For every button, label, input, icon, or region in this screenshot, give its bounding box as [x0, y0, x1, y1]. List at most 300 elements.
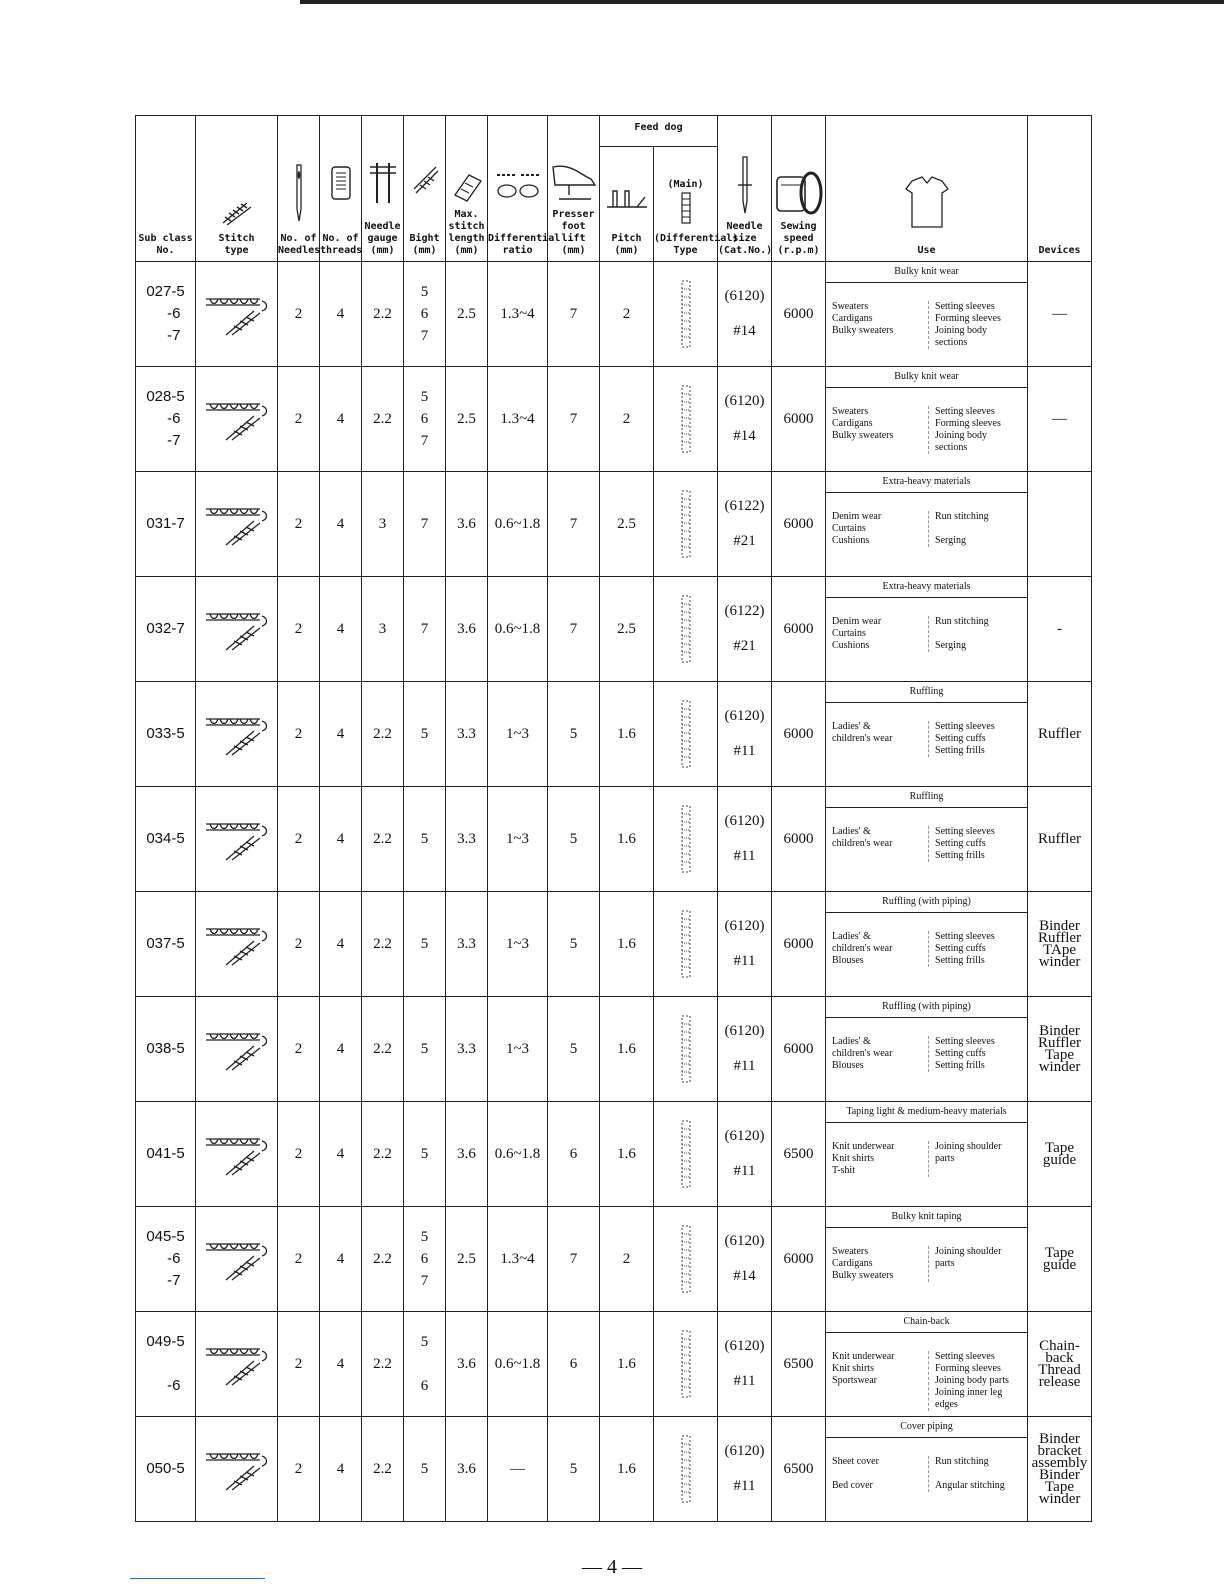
gauge-cell: 2.2: [362, 682, 404, 787]
sewing-speed-cell: 6000: [772, 367, 826, 472]
threads-cell: 4: [320, 787, 362, 892]
feed-type-cell: [654, 1207, 718, 1312]
use-title: Bulky knit wear: [826, 262, 1027, 283]
use-garments: Ladies' & children's wear Blouses: [832, 931, 893, 966]
needle-cat-no: (6120): [724, 393, 765, 409]
bight-icon: [404, 159, 445, 199]
needle-size-cell: [718, 1102, 772, 1207]
stitch-diagram-icon: [196, 291, 277, 337]
bight-cell: 5: [404, 1102, 446, 1207]
sub-class-cell: 037-5: [136, 892, 196, 997]
gauge-cell: 3: [362, 577, 404, 682]
shirt-icon: [826, 175, 1027, 231]
stitch-diagram-icon: [196, 816, 277, 862]
max-stitch-cell: 3.6: [446, 472, 488, 577]
header-presser-foot-label: Presser foot lift (mm): [552, 209, 595, 256]
differential-cell: 1~3: [488, 892, 548, 997]
gauge-cell: 2.2: [362, 1207, 404, 1312]
use-operations: Setting sleeves Setting cuffs Setting frills: [928, 721, 995, 757]
needle-size-value: #14: [733, 428, 756, 444]
gauge-cell: 2.2: [362, 1312, 404, 1417]
use-operations: Setting sleeves Forming sleeves Joining body sections: [928, 301, 1001, 349]
presser-lift-cell: 7: [548, 262, 600, 367]
use-body: [826, 493, 1027, 551]
needle-size-value: #11: [733, 1478, 756, 1494]
differential-cell: 0.6~1.8: [488, 472, 548, 577]
use-garments: Denim wear Curtains Cushions: [832, 616, 882, 651]
stitch-type-cell: [196, 1312, 278, 1417]
gauge-cell: 2.2: [362, 367, 404, 472]
needle-size-value: #11: [733, 1373, 756, 1389]
needles-cell: 2: [278, 997, 320, 1102]
sewing-speed-cell: 6000: [772, 262, 826, 367]
needle-icon: [278, 163, 319, 223]
pitch-cell: 1.6: [600, 1312, 654, 1417]
use-body: [826, 598, 1027, 656]
feed-type-cell: [654, 787, 718, 892]
presser-foot-icon: [548, 161, 599, 205]
differential-cell: 1~3: [488, 682, 548, 787]
feed-dog-icon: [654, 489, 717, 559]
needle-size-icon: [718, 155, 771, 215]
use-garments: Ladies' & children's wear: [832, 826, 893, 849]
motor-pulley-icon: [772, 167, 825, 217]
needle-size-cell: [718, 892, 772, 997]
header-needle-size-label: Needle size (Cat.No.): [718, 221, 773, 256]
use-operations: Setting sleeves Setting cuffs Setting frills: [928, 931, 995, 967]
sewing-speed-cell: 6000: [772, 682, 826, 787]
max-stitch-cell: 2.5: [446, 367, 488, 472]
max-stitch-cell: 3.3: [446, 682, 488, 787]
stitch-diagram-icon: [196, 501, 277, 547]
use-cell: [826, 472, 1028, 577]
sewing-speed-cell: 6500: [772, 1417, 826, 1522]
differential-icon: [488, 169, 547, 199]
gauge-cell: 2.2: [362, 892, 404, 997]
threads-cell: 4: [320, 1102, 362, 1207]
use-operations: Run stitching Angular stitching: [928, 1456, 1005, 1492]
presser-lift-cell: 7: [548, 1207, 600, 1312]
thread-cone-icon: [320, 163, 361, 203]
max-stitch-cell: 2.5: [446, 1207, 488, 1312]
use-operations: Joining shoulder parts: [928, 1141, 1001, 1177]
devices-cell: [1028, 472, 1092, 577]
use-cell: [826, 787, 1028, 892]
max-stitch-cell: 3.6: [446, 1102, 488, 1207]
header-bight-label: Bight (mm): [409, 233, 440, 256]
table-row: [136, 262, 1092, 367]
presser-lift-cell: 6: [548, 1312, 600, 1417]
gauge-cell: 2.2: [362, 262, 404, 367]
devices-cell: —: [1028, 262, 1092, 367]
table-row: [136, 997, 1092, 1102]
differential-cell: —: [488, 1417, 548, 1522]
stitch-diagram-icon: [196, 606, 277, 652]
threads-cell: 4: [320, 472, 362, 577]
needle-cat-no: (6120): [724, 1338, 765, 1354]
gauge-cell: 2.2: [362, 787, 404, 892]
differential-cell: 0.6~1.8: [488, 1102, 548, 1207]
use-title: Taping light & medium-heavy materials: [826, 1102, 1027, 1123]
stitch-diagram-icon: [196, 711, 277, 757]
devices-cell: Binder Ruffler Tape winder: [1028, 997, 1092, 1102]
stitch-type-cell: [196, 1207, 278, 1312]
needles-cell: 2: [278, 1207, 320, 1312]
threads-cell: 4: [320, 1207, 362, 1312]
bight-cell: 7: [404, 472, 446, 577]
pitch-cell: 1.6: [600, 787, 654, 892]
needle-size-value: #11: [733, 953, 756, 969]
bight-cell: 5: [404, 1417, 446, 1522]
header-type: [654, 147, 739, 262]
stitch-type-cell: [196, 997, 278, 1102]
table-row: [136, 1417, 1092, 1522]
max-stitch-cell: 3.3: [446, 787, 488, 892]
sub-class-cell: 050-5: [136, 1417, 196, 1522]
needle-size-cell: [718, 997, 772, 1102]
sub-class-cell: 028-5 -6 -7: [136, 367, 196, 472]
header-needle-gauge-label: Needle gauge (mm): [364, 221, 401, 256]
feed-type-cell: [654, 1102, 718, 1207]
needles-cell: 2: [278, 1312, 320, 1417]
header-threads: [320, 116, 362, 262]
feed-type-cell: [654, 892, 718, 997]
sub-class-cell: 045-5 -6 -7: [136, 1207, 196, 1312]
use-garments: Ladies' & children's wear Blouses: [832, 1036, 893, 1071]
bight-cell: 5: [404, 682, 446, 787]
header-use-label: Use: [917, 245, 936, 256]
sub-class-cell: 034-5: [136, 787, 196, 892]
max-stitch-cell: 3.3: [446, 892, 488, 997]
use-title: Cover piping: [826, 1417, 1027, 1438]
devices-cell: Tape guide: [1028, 1207, 1092, 1312]
needle-size-value: #11: [733, 743, 756, 759]
use-operations: Setting sleeves Setting cuffs Setting frills: [928, 1036, 995, 1072]
header-row: [136, 116, 1092, 147]
presser-lift-cell: 5: [548, 997, 600, 1102]
bight-cell: 5: [404, 892, 446, 997]
pitch-cell: 2: [600, 262, 654, 367]
sewing-speed-cell: 6000: [772, 1207, 826, 1312]
table-row: [136, 787, 1092, 892]
table-row: [136, 1207, 1092, 1312]
devices-cell: Ruffler: [1028, 787, 1092, 892]
header-sub-class: Sub class No.: [136, 116, 196, 262]
differential-cell: 0.6~1.8: [488, 577, 548, 682]
gauge-cell: 2.2: [362, 1102, 404, 1207]
stitch-type-cell: [196, 1417, 278, 1522]
stitch-type-cell: [196, 787, 278, 892]
needle-cat-no: (6120): [724, 1233, 765, 1249]
sewing-speed-cell: 6000: [772, 577, 826, 682]
use-body: [826, 808, 1027, 866]
pitch-cell: 2.5: [600, 472, 654, 577]
header-threads-label: No. of threads: [320, 233, 363, 256]
presser-lift-cell: 5: [548, 682, 600, 787]
stitch-diagram-icon: [196, 1131, 277, 1177]
devices-cell: Tape guide: [1028, 1102, 1092, 1207]
sub-class-cell: 031-7: [136, 472, 196, 577]
feed-dog-icon: [654, 804, 717, 874]
needle-cat-no: (6120): [724, 1023, 765, 1039]
use-garments: Denim wear Curtains Cushions: [832, 511, 882, 546]
bight-cell: 5 6 7: [404, 262, 446, 367]
presser-lift-cell: 7: [548, 577, 600, 682]
sub-class-cell: 038-5: [136, 997, 196, 1102]
max-stitch-cell: 3.6: [446, 1312, 488, 1417]
sub-class-cell: 032-7: [136, 577, 196, 682]
differential-cell: 1~3: [488, 997, 548, 1102]
stitch-type-cell: [196, 892, 278, 997]
needles-cell: 2: [278, 472, 320, 577]
needles-cell: 2: [278, 682, 320, 787]
table-row: [136, 472, 1092, 577]
page-number: — 4 —: [582, 1556, 642, 1578]
needle-size-cell: [718, 1417, 772, 1522]
use-cell: [826, 1102, 1028, 1207]
feed-dog-icon: [654, 279, 717, 349]
needle-size-cell: [718, 472, 772, 577]
sewing-speed-cell: 6000: [772, 997, 826, 1102]
presser-lift-cell: 5: [548, 892, 600, 997]
use-title: Extra-heavy materials: [826, 472, 1027, 493]
use-body: [826, 388, 1027, 458]
needle-cat-no: (6120): [724, 1128, 765, 1144]
header-feed-dog: Feed dog: [600, 116, 718, 147]
max-stitch-cell: 3.6: [446, 1417, 488, 1522]
feed-dog-type-icon: [654, 191, 717, 225]
feed-dog-icon: [654, 1014, 717, 1084]
header-main-label: (Main): [667, 179, 704, 190]
stitch-type-cell: [196, 577, 278, 682]
threads-cell: 4: [320, 892, 362, 997]
stitch-type-icon: [196, 193, 277, 233]
header-sewing-speed-label: Sewing speed (r.p.m): [777, 221, 820, 256]
table-row: [136, 367, 1092, 472]
gauge-cell: 3: [362, 472, 404, 577]
use-cell: [826, 1417, 1028, 1522]
pitch-cell: 2: [600, 367, 654, 472]
sub-class-cell: 027-5 -6 -7: [136, 262, 196, 367]
use-body: [826, 703, 1027, 761]
bight-cell: 5: [404, 787, 446, 892]
needle-cat-no: (6120): [724, 288, 765, 304]
use-title: Chain-back: [826, 1312, 1027, 1333]
presser-lift-cell: 5: [548, 1417, 600, 1522]
header-bight: [404, 116, 446, 262]
pitch-cell: 2.5: [600, 577, 654, 682]
table-row: [136, 892, 1092, 997]
needle-size-value: #14: [733, 323, 756, 339]
feed-dog-icon: [654, 699, 717, 769]
use-cell: [826, 682, 1028, 787]
bight-cell: 5 6 7: [404, 367, 446, 472]
threads-cell: 4: [320, 577, 362, 682]
header-max-stitch: [446, 116, 488, 262]
use-operations: Joining shoulder parts: [928, 1246, 1001, 1282]
use-cell: [826, 997, 1028, 1102]
differential-cell: 1.3~4: [488, 367, 548, 472]
feed-dog-icon: [654, 384, 717, 454]
feed-type-cell: [654, 997, 718, 1102]
devices-cell: -: [1028, 577, 1092, 682]
use-garments: Sweaters Cardigans Bulky sweaters: [832, 1246, 894, 1281]
use-title: Ruffling: [826, 787, 1027, 808]
top-border-line: [300, 0, 1224, 4]
needles-cell: 2: [278, 892, 320, 997]
pitch-cell: 2: [600, 1207, 654, 1312]
feed-dog-icon: [654, 594, 717, 664]
table-row: [136, 577, 1092, 682]
differential-cell: 1~3: [488, 787, 548, 892]
pitch-cell: 1.6: [600, 1417, 654, 1522]
needle-size-cell: [718, 577, 772, 682]
needle-size-cell: [718, 262, 772, 367]
stitch-type-cell: [196, 262, 278, 367]
stitch-type-cell: [196, 472, 278, 577]
use-cell: [826, 262, 1028, 367]
bight-cell: 5: [404, 997, 446, 1102]
sub-class-cell: 049-5 -6: [136, 1312, 196, 1417]
bight-cell: 5 6: [404, 1312, 446, 1417]
needles-cell: 2: [278, 787, 320, 892]
use-garments: Sweaters Cardigans Bulky sweaters: [832, 301, 894, 336]
use-garments: Knit underwear Knit shirts T-shit: [832, 1141, 895, 1176]
feed-dog-icon: [654, 1119, 717, 1189]
header-needles: [278, 116, 320, 262]
devices-cell: Binder Ruffler TApe winder: [1028, 892, 1092, 997]
sub-class-cell: 033-5: [136, 682, 196, 787]
stitch-diagram-icon: [196, 1341, 277, 1387]
stitch-diagram-icon: [196, 1446, 277, 1492]
feed-dog-pitch-icon: [600, 185, 653, 213]
use-body: [826, 1333, 1027, 1415]
use-operations: Setting sleeves Forming sleeves Joining body sections: [928, 406, 1001, 454]
needle-size-cell: [718, 787, 772, 892]
use-body: [826, 1018, 1027, 1076]
header-sewing-speed: [772, 116, 826, 262]
needle-size-cell: [718, 1312, 772, 1417]
use-title: Ruffling: [826, 682, 1027, 703]
spec-table: [135, 115, 1092, 1522]
header-pitch: [600, 147, 654, 262]
use-body: [826, 1438, 1027, 1496]
needle-size-value: #11: [733, 848, 756, 864]
use-cell: [826, 367, 1028, 472]
pitch-cell: 1.6: [600, 997, 654, 1102]
feed-dog-icon: [654, 1329, 717, 1399]
max-stitch-cell: 2.5: [446, 262, 488, 367]
needles-cell: 2: [278, 577, 320, 682]
sewing-speed-cell: 6000: [772, 472, 826, 577]
header-max-stitch-label: Max. stitch length (mm): [448, 209, 485, 256]
needle-size-cell: [718, 1207, 772, 1312]
table-row: [136, 1312, 1092, 1417]
threads-cell: 4: [320, 1417, 362, 1522]
header-type-label: (Differential) Type: [654, 233, 739, 256]
needle-cat-no: (6122): [724, 603, 765, 619]
needle-gauge-icon: [362, 159, 403, 215]
threads-cell: 4: [320, 997, 362, 1102]
needles-cell: 2: [278, 1417, 320, 1522]
header-presser-foot: [548, 116, 600, 262]
pitch-cell: 1.6: [600, 1102, 654, 1207]
sewing-speed-cell: 6500: [772, 1102, 826, 1207]
pitch-cell: 1.6: [600, 892, 654, 997]
header-devices: Devices: [1028, 116, 1092, 262]
sub-class-cell: 041-5: [136, 1102, 196, 1207]
use-garments: Sweaters Cardigans Bulky sweaters: [832, 406, 894, 441]
presser-lift-cell: 7: [548, 367, 600, 472]
use-operations: Run stitching Serging: [928, 511, 989, 547]
needle-size-value: #11: [733, 1058, 756, 1074]
use-title: Extra-heavy materials: [826, 577, 1027, 598]
threads-cell: 4: [320, 1312, 362, 1417]
header-needle-gauge: [362, 116, 404, 262]
needle-size-cell: [718, 682, 772, 787]
differential-cell: 1.3~4: [488, 262, 548, 367]
table-row: [136, 1102, 1092, 1207]
presser-lift-cell: 6: [548, 1102, 600, 1207]
stitch-diagram-icon: [196, 1236, 277, 1282]
bight-cell: 7: [404, 577, 446, 682]
use-body: [826, 1123, 1027, 1181]
use-operations: Run stitching Serging: [928, 616, 989, 652]
feed-type-cell: [654, 367, 718, 472]
needles-cell: 2: [278, 1102, 320, 1207]
differential-cell: 1.3~4: [488, 1207, 548, 1312]
header-needles-label: No. of Needles: [278, 233, 321, 256]
pitch-cell: 1.6: [600, 682, 654, 787]
needle-size-value: #21: [733, 638, 756, 654]
use-body: [826, 1228, 1027, 1286]
feed-type-cell: [654, 472, 718, 577]
header-stitch-type-label: Stitch type: [218, 233, 255, 256]
sewing-speed-cell: 6500: [772, 1312, 826, 1417]
feed-dog-icon: [654, 1224, 717, 1294]
presser-lift-cell: 5: [548, 787, 600, 892]
needle-size-cell: [718, 367, 772, 472]
stitch-diagram-icon: [196, 921, 277, 967]
use-garments: Knit underwear Knit shirts Sportswear: [832, 1351, 895, 1386]
use-operations: Setting sleeves Setting cuffs Setting frills: [928, 826, 995, 862]
header-use: [826, 116, 1028, 262]
stitch-type-cell: [196, 682, 278, 787]
use-cell: [826, 577, 1028, 682]
needle-cat-no: (6122): [724, 498, 765, 514]
header-stitch-type: [196, 116, 278, 262]
differential-cell: 0.6~1.8: [488, 1312, 548, 1417]
use-operations: Setting sleeves Forming sleeves Joining body parts Joining inner leg edges: [928, 1351, 1009, 1411]
table-row: [136, 682, 1092, 787]
needle-size-value: #14: [733, 1268, 756, 1284]
presser-lift-cell: 7: [548, 472, 600, 577]
use-cell: [826, 1207, 1028, 1312]
table-body: [136, 262, 1092, 1522]
feed-dog-icon: [654, 1434, 717, 1504]
use-cell: [826, 1312, 1028, 1417]
needle-cat-no: (6120): [724, 813, 765, 829]
use-title: Bulky knit wear: [826, 367, 1027, 388]
sewing-speed-cell: 6000: [772, 787, 826, 892]
stitch-type-cell: [196, 1102, 278, 1207]
needle-cat-no: (6120): [724, 918, 765, 934]
threads-cell: 4: [320, 682, 362, 787]
needle-size-value: #11: [733, 1163, 756, 1179]
use-cell: [826, 892, 1028, 997]
gauge-cell: 2.2: [362, 997, 404, 1102]
footer-link-line: [130, 1578, 265, 1579]
